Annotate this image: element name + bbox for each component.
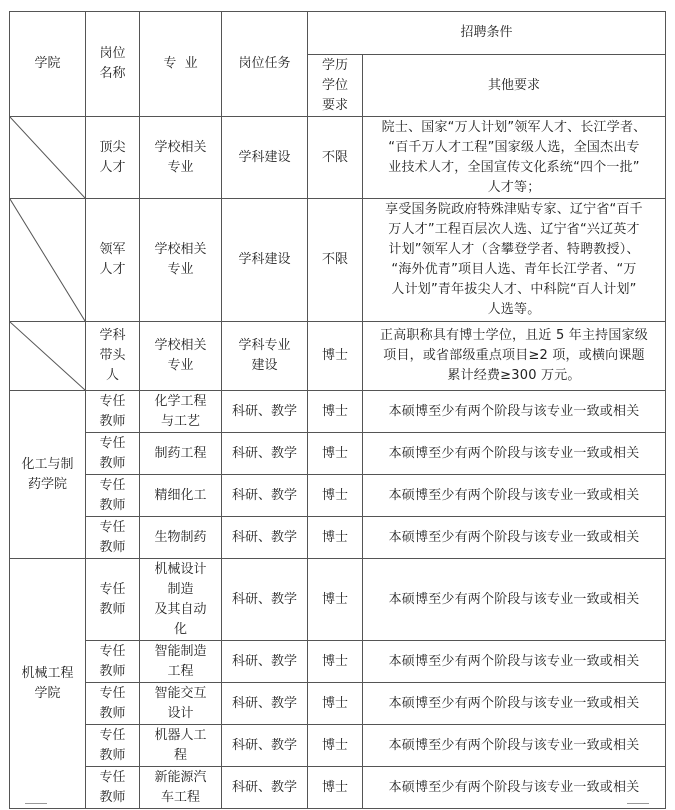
major xyxy=(140,767,222,809)
task xyxy=(222,559,308,641)
table-row xyxy=(10,475,666,517)
other-requirement-line: 万人才”工程百层次人选、辽宁省“兴辽英才 xyxy=(388,222,640,237)
degree-line: 博士 xyxy=(321,348,348,363)
other-requirement-line: 本硕博至少有两个阶段与该专业一致或相关 xyxy=(388,737,640,753)
position-name xyxy=(86,767,140,809)
other-requirement xyxy=(363,559,666,641)
position-name-line: 人 xyxy=(105,368,119,383)
task xyxy=(222,475,308,517)
task xyxy=(222,433,308,475)
other-requirement-line: 本硕博至少有两个阶段与该专业一致或相关 xyxy=(388,591,640,607)
table-row xyxy=(10,391,666,433)
college-name-line: 药学院 xyxy=(27,476,67,492)
position-name xyxy=(86,199,140,322)
degree xyxy=(308,767,363,809)
other-requirement-line: 人计划”青年拔尖人才、中科院“百人计划” xyxy=(391,282,637,297)
college-empty-slash xyxy=(10,117,86,199)
task-line: 科研、教学 xyxy=(231,445,297,461)
major xyxy=(140,641,222,683)
table-row xyxy=(10,641,666,683)
position-name-line: 教师 xyxy=(99,413,126,429)
degree xyxy=(308,559,363,641)
other-requirement xyxy=(363,517,666,559)
task-line: 科研、教学 xyxy=(231,737,297,753)
task xyxy=(222,322,308,391)
task-line: 科研、教学 xyxy=(231,487,297,503)
table-row xyxy=(10,767,666,809)
table-body xyxy=(10,12,666,809)
major-line: 智能交互 xyxy=(154,685,207,701)
position-name-line: 教师 xyxy=(99,455,126,471)
task xyxy=(222,725,308,767)
major-line: 专业 xyxy=(167,159,194,175)
degree-line: 博士 xyxy=(321,591,348,607)
position-name xyxy=(86,322,140,391)
major-line: 与工艺 xyxy=(160,413,200,429)
diagonal-line xyxy=(10,199,85,321)
other-requirement-line: 本硕博至少有两个阶段与该专业一致或相关 xyxy=(388,653,640,669)
degree xyxy=(308,475,363,517)
other-requirement-line: 业技术人才，全国宣传文化系统“四个一批” xyxy=(388,159,640,175)
other-requirement-line: 本硕博至少有两个阶段与该专业一致或相关 xyxy=(388,779,640,795)
task-line: 学科建设 xyxy=(238,149,291,165)
degree-line: 不限 xyxy=(321,252,348,267)
degree xyxy=(308,199,363,322)
other-requirement xyxy=(363,475,666,517)
other-requirement xyxy=(363,391,666,433)
task xyxy=(222,391,308,433)
header-row-1 xyxy=(10,12,666,55)
other-requirement-line: 享受国务院政府特殊津贴专家、辽宁省“百千 xyxy=(385,202,643,217)
major-line: 专业 xyxy=(167,358,194,373)
other-requirement-line: “百千万人才工程”国家级人选，全国杰出专 xyxy=(388,139,640,155)
task-line: 学科建设 xyxy=(238,252,291,267)
major-line: 专业 xyxy=(167,262,194,277)
major-line: 学校相关 xyxy=(154,242,207,257)
position-name-line: 专任 xyxy=(99,477,126,493)
position-name-line: 教师 xyxy=(99,789,126,805)
position-name-line: 教师 xyxy=(99,663,126,679)
position-name-line: 带头 xyxy=(99,348,126,363)
diagonal-line xyxy=(10,322,85,390)
degree-line: 博士 xyxy=(321,695,348,711)
college-name-line: 机械工程 xyxy=(21,665,74,681)
degree-line: 博士 xyxy=(321,445,348,461)
degree-line: 博士 xyxy=(321,529,348,545)
other-requirement-line: 项目，或省部级重点项目≥2 项，或横向课题 xyxy=(383,348,645,363)
college-name-line: 学院 xyxy=(34,685,61,701)
table-row xyxy=(10,559,666,641)
degree xyxy=(308,683,363,725)
other-requirement-line: 本硕博至少有两个阶段与该专业一致或相关 xyxy=(388,529,640,545)
degree xyxy=(308,641,363,683)
major xyxy=(140,517,222,559)
other-requirement xyxy=(363,725,666,767)
position-name xyxy=(86,683,140,725)
major-line: 精细化工 xyxy=(154,487,207,503)
major-line: 制造 xyxy=(167,581,194,597)
other-requirement-line: 本硕博至少有两个阶段与该专业一致或相关 xyxy=(388,487,640,503)
major-line: 生物制药 xyxy=(154,529,207,545)
recruitment-table xyxy=(9,11,666,809)
major-line: 车工程 xyxy=(160,789,200,805)
other-requirement-line: “海外优青”项目人选、青年长江学者、“万 xyxy=(391,262,637,277)
other-requirement xyxy=(363,433,666,475)
other-requirement-line: 正高职称具有博士学位，且近 5 年主持国家级 xyxy=(380,328,648,343)
position-name-line: 专任 xyxy=(99,727,126,743)
degree-line: 博士 xyxy=(321,779,348,795)
college-empty-slash xyxy=(10,322,86,391)
position-name xyxy=(86,517,140,559)
header-task: 岗位任务 xyxy=(222,12,308,117)
major-line: 学校相关 xyxy=(154,338,207,353)
other-requirement xyxy=(363,767,666,809)
other-requirement xyxy=(363,199,666,322)
degree-line: 博士 xyxy=(321,403,348,419)
position-name-line: 专任 xyxy=(99,685,126,701)
other-requirement-line: 本硕博至少有两个阶段与该专业一致或相关 xyxy=(388,445,640,461)
table-row xyxy=(10,433,666,475)
major xyxy=(140,199,222,322)
task-line: 建设 xyxy=(251,358,278,373)
task-line: 科研、教学 xyxy=(231,529,297,545)
major-line: 学校相关 xyxy=(154,139,207,155)
table-row xyxy=(10,725,666,767)
position-name xyxy=(86,559,140,641)
degree-line: 博士 xyxy=(321,653,348,669)
position-name-line: 领军 xyxy=(99,242,126,257)
table-row xyxy=(10,322,666,391)
degree-line: 博士 xyxy=(321,737,348,753)
table-row xyxy=(10,683,666,725)
other-requirement xyxy=(363,683,666,725)
major-line: 及其自动 xyxy=(154,601,207,617)
position-name-line: 专任 xyxy=(99,769,126,785)
major xyxy=(140,475,222,517)
other-requirement xyxy=(363,117,666,199)
position-name-line: 专任 xyxy=(99,519,126,535)
position-name-line: 专任 xyxy=(99,643,126,659)
position-name xyxy=(86,391,140,433)
position-name-line: 人才 xyxy=(99,159,126,175)
major-line: 化学工程 xyxy=(154,393,207,409)
position-name-line: 人才 xyxy=(99,262,126,277)
task xyxy=(222,199,308,322)
task xyxy=(222,517,308,559)
position-name-line: 专任 xyxy=(99,435,126,451)
major-line: 机械设计 xyxy=(154,561,207,577)
position-name-line: 专任 xyxy=(99,393,126,409)
degree xyxy=(308,433,363,475)
degree-line: 博士 xyxy=(321,487,348,503)
college-empty-slash xyxy=(10,199,86,322)
task-line: 科研、教学 xyxy=(231,779,297,795)
task-line: 科研、教学 xyxy=(231,403,297,419)
position-name-line: 教师 xyxy=(99,747,126,763)
other-requirement-line: 计划”领军人才（含攀登学者、特聘教授）、 xyxy=(388,242,640,257)
other-requirement-line: 院士、国家“万人计划”领军人才、长江学者、 xyxy=(381,119,647,135)
position-name-line: 专任 xyxy=(99,581,126,597)
diagonal-line xyxy=(10,117,85,198)
degree xyxy=(308,517,363,559)
other-requirement-line: 本硕博至少有两个阶段与该专业一致或相关 xyxy=(388,403,640,419)
position-name-line: 顶尖 xyxy=(99,139,126,155)
major-line: 设计 xyxy=(167,705,194,721)
task xyxy=(222,117,308,199)
major xyxy=(140,683,222,725)
major xyxy=(140,433,222,475)
header-conditions: 招聘条件 xyxy=(308,12,666,55)
college-name xyxy=(10,391,86,559)
major xyxy=(140,559,222,641)
task-line: 学科专业 xyxy=(238,338,291,353)
task-line: 科研、教学 xyxy=(231,591,297,607)
header-other: 其他要求 xyxy=(363,55,666,117)
header-position: 岗位 名称 xyxy=(86,12,140,117)
position-name-line: 教师 xyxy=(99,539,126,555)
task-line: 科研、教学 xyxy=(231,653,297,669)
task xyxy=(222,641,308,683)
other-requirement-line: 本硕博至少有两个阶段与该专业一致或相关 xyxy=(388,695,640,711)
table-row xyxy=(10,117,666,199)
other-requirement xyxy=(363,641,666,683)
major xyxy=(140,322,222,391)
header-college: 学院 xyxy=(10,12,86,117)
page-edge-mark-right xyxy=(627,803,649,810)
position-name xyxy=(86,725,140,767)
college-name xyxy=(10,559,86,809)
other-requirement-line: 人才等； xyxy=(487,179,541,195)
position-name xyxy=(86,641,140,683)
degree xyxy=(308,391,363,433)
header-degree: 学历 学位 要求 xyxy=(308,55,363,117)
table-row xyxy=(10,199,666,322)
other-requirement xyxy=(363,322,666,391)
degree xyxy=(308,117,363,199)
major-line: 机器人工 xyxy=(154,727,207,743)
degree xyxy=(308,322,363,391)
task xyxy=(222,767,308,809)
degree-line: 不限 xyxy=(321,149,348,165)
major xyxy=(140,391,222,433)
major-line: 程 xyxy=(173,747,187,763)
major-line: 智能制造 xyxy=(154,643,207,659)
major-line: 制药工程 xyxy=(154,445,207,461)
header-major: 专 业 xyxy=(140,12,222,117)
major xyxy=(140,117,222,199)
major-line: 工程 xyxy=(167,663,194,679)
table-row xyxy=(10,517,666,559)
position-name-line: 教师 xyxy=(99,705,126,721)
position-name-line: 学科 xyxy=(99,328,126,343)
degree xyxy=(308,725,363,767)
position-name-line: 教师 xyxy=(99,497,126,513)
college-name-line: 化工与制 xyxy=(21,456,74,472)
page-edge-mark-left xyxy=(25,803,47,810)
major xyxy=(140,725,222,767)
position-name xyxy=(86,433,140,475)
position-name xyxy=(86,117,140,199)
major-line: 化 xyxy=(173,621,187,637)
task xyxy=(222,683,308,725)
task-line: 科研、教学 xyxy=(231,695,297,711)
position-name xyxy=(86,475,140,517)
other-requirement-line: 累计经费≥300 万元。 xyxy=(447,368,581,383)
other-requirement-line: 人选等。 xyxy=(487,302,541,317)
major-line: 新能源汽 xyxy=(154,769,207,785)
position-name-line: 教师 xyxy=(99,601,126,617)
